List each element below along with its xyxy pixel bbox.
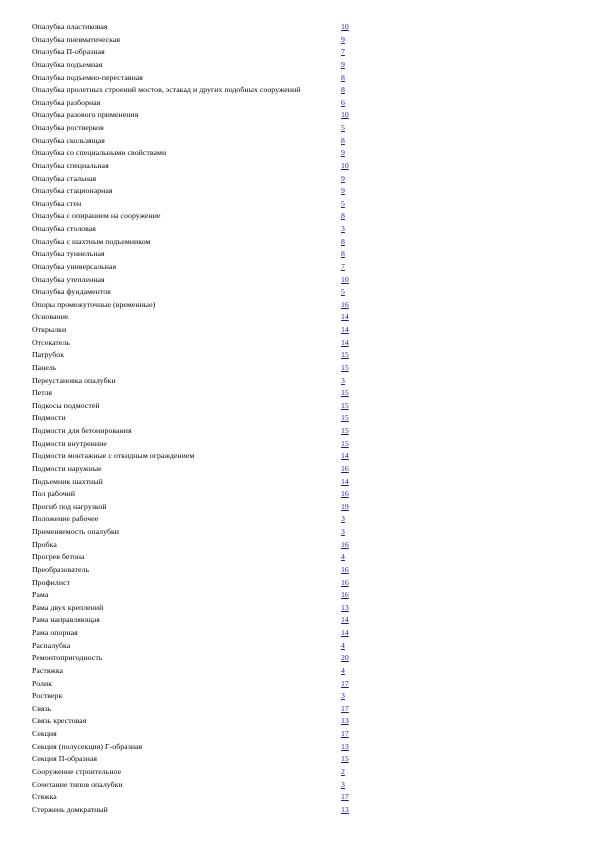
index-entry bbox=[0, 613, 595, 626]
index-term: Ростверк bbox=[32, 691, 63, 701]
index-entry bbox=[0, 576, 595, 589]
index-term: Растяжка bbox=[32, 665, 64, 675]
index-entry bbox=[0, 83, 595, 96]
index-term: Опалубка разборная bbox=[32, 97, 101, 107]
page-number-link[interactable]: 10 bbox=[341, 110, 349, 120]
index-entry bbox=[0, 235, 595, 248]
index-term: Опалубка фундаментов bbox=[32, 287, 111, 297]
page-number-link[interactable]: 8 bbox=[341, 72, 345, 82]
page-number-link[interactable]: 14 bbox=[341, 451, 349, 461]
index-term: Рама направляющая bbox=[32, 615, 100, 625]
page-number-link[interactable]: 9 bbox=[341, 173, 345, 183]
index-entry bbox=[0, 222, 595, 235]
index-term: Рама опорная bbox=[32, 628, 78, 637]
index-entry bbox=[0, 260, 595, 273]
index-entry bbox=[0, 500, 595, 513]
index-term: Опалубка специальная bbox=[32, 160, 109, 170]
index-entry bbox=[0, 273, 595, 286]
index-entry bbox=[0, 310, 595, 323]
index-term: Опалубка универсальная bbox=[32, 261, 117, 271]
index-term: Подмости внутренние bbox=[32, 438, 107, 448]
index-term: Опалубка П-образная bbox=[32, 47, 105, 57]
index-entry bbox=[0, 361, 595, 374]
page-number-link[interactable]: 10 bbox=[341, 160, 349, 170]
index-entry bbox=[0, 601, 595, 614]
index-term: Подмости монтажные с откидным ограждением bbox=[32, 451, 195, 461]
page-number-link[interactable]: 9 bbox=[341, 59, 345, 69]
index-entry bbox=[0, 348, 595, 361]
index-term: Подмости для бетонирования bbox=[32, 426, 132, 435]
index-term: Опалубка стальная bbox=[32, 173, 97, 183]
index-entry bbox=[0, 146, 595, 159]
index-entry bbox=[0, 664, 595, 677]
index-entry bbox=[0, 714, 595, 727]
index-term: Опалубка туннельная bbox=[32, 249, 105, 259]
page-number-link[interactable]: 13 bbox=[341, 741, 349, 751]
index-term: Опалубка ростверков bbox=[32, 123, 104, 132]
index-term: Сооружение строительное bbox=[32, 766, 122, 776]
index-term: Рама двух креплений bbox=[32, 602, 104, 612]
index-entry bbox=[0, 550, 595, 563]
page-number-link[interactable]: 14 bbox=[341, 476, 349, 486]
index-term: Подмости наружные bbox=[32, 463, 102, 473]
index-term: Опалубка с шахтным подъемником bbox=[32, 236, 151, 246]
index-term: Ремонтопригодность bbox=[32, 653, 103, 663]
page-number-link[interactable]: 16 bbox=[341, 590, 349, 600]
page-number-link[interactable]: 15 bbox=[341, 350, 349, 360]
index-entry bbox=[0, 336, 595, 349]
index-term: Опоры промежуточные (временные) bbox=[32, 299, 156, 309]
page-number-link[interactable]: 14 bbox=[341, 337, 349, 347]
index-entry bbox=[0, 184, 595, 197]
page-number-link[interactable]: 6 bbox=[341, 97, 345, 107]
index-term: Опалубка со специальными свойствами bbox=[32, 148, 167, 158]
page-number-link[interactable]: 8 bbox=[341, 135, 345, 145]
index-term: Опалубка пневматическая bbox=[32, 34, 121, 44]
index-entry bbox=[0, 159, 595, 172]
index-entry bbox=[0, 411, 595, 424]
index-term: Опалубка пластиковая bbox=[32, 22, 108, 31]
index-term: Панель bbox=[32, 362, 57, 372]
page-number-link[interactable]: 16 bbox=[341, 564, 349, 574]
index-term: Связь bbox=[32, 703, 52, 713]
index-term: Секция (полусекция) Г-образная bbox=[32, 741, 143, 751]
page-number-link[interactable]: 10 bbox=[341, 274, 349, 284]
page-number-link[interactable]: 14 bbox=[341, 312, 349, 322]
page-number-link[interactable]: 5 bbox=[341, 287, 345, 297]
index-term: Преобразователь bbox=[32, 564, 90, 574]
index-entry bbox=[0, 20, 595, 33]
page-number-link[interactable]: 7 bbox=[341, 261, 345, 271]
index-entry bbox=[0, 487, 595, 500]
index-term: Подкосы подмостей bbox=[32, 400, 100, 410]
index-entry bbox=[0, 437, 595, 450]
page-number-link[interactable]: 3 bbox=[341, 514, 345, 524]
index-term: Переустановка опалубки bbox=[32, 375, 116, 385]
index-entry bbox=[0, 121, 595, 134]
index-term: Применяемость опалубки bbox=[32, 527, 120, 536]
page-number-link[interactable]: 20 bbox=[341, 653, 349, 663]
index-entry bbox=[0, 449, 595, 462]
index-term: Ролик bbox=[32, 678, 53, 688]
index-term: Профилист bbox=[32, 577, 71, 587]
index-term: Подъемник шахтный bbox=[32, 476, 103, 486]
page-number-link[interactable]: 7 bbox=[341, 47, 345, 57]
index-entry bbox=[0, 588, 595, 601]
page-number-link[interactable]: 5 bbox=[341, 123, 345, 132]
index-term: Распалубка bbox=[32, 640, 71, 650]
index-entry bbox=[0, 639, 595, 652]
page-number-link[interactable]: 4 bbox=[341, 665, 345, 675]
index-entry bbox=[0, 96, 595, 109]
index-entry bbox=[0, 563, 595, 576]
index-term: Прогрев бетона bbox=[32, 552, 85, 562]
index-entry bbox=[0, 803, 595, 816]
index-term: Сочетание типов опалубки bbox=[32, 779, 123, 789]
index-entry bbox=[0, 512, 595, 525]
index-list bbox=[0, 20, 595, 815]
index-entry bbox=[0, 71, 595, 84]
index-term: Стержень домкратный bbox=[32, 804, 108, 814]
page-number-link[interactable]: 4 bbox=[341, 552, 345, 562]
index-entry bbox=[0, 247, 595, 260]
index-term: Секция П-образная bbox=[32, 754, 98, 764]
page-number-link[interactable]: 15 bbox=[341, 754, 349, 764]
page-number-link[interactable]: 8 bbox=[341, 249, 345, 259]
index-entry bbox=[0, 765, 595, 778]
index-term: Опалубка стен bbox=[32, 198, 82, 208]
page-number-link[interactable]: 3 bbox=[341, 779, 345, 789]
index-term: Опалубка разового применения bbox=[32, 110, 139, 120]
index-entry bbox=[0, 778, 595, 791]
index-term: Стяжка bbox=[32, 792, 57, 802]
index-entry bbox=[0, 626, 595, 639]
page-number-link[interactable]: 14 bbox=[341, 615, 349, 625]
page-number-link[interactable]: 15 bbox=[341, 426, 349, 435]
page-number-link[interactable]: 16 bbox=[341, 299, 349, 309]
index-term: Опалубка скользящая bbox=[32, 135, 105, 145]
page-number-link[interactable]: 17 bbox=[341, 729, 349, 738]
index-entry bbox=[0, 197, 595, 210]
index-entry bbox=[0, 702, 595, 715]
page-number-link[interactable]: 9 bbox=[341, 34, 345, 44]
page-number-link[interactable]: 3 bbox=[341, 691, 345, 701]
index-term: Опалубка пролетных строений мостов, эстакад и других подобных сооружений bbox=[32, 85, 301, 95]
index-entry bbox=[0, 651, 595, 664]
page-number-link[interactable]: 5 bbox=[341, 198, 345, 208]
index-entry bbox=[0, 790, 595, 803]
page-number-link[interactable]: 15 bbox=[341, 388, 349, 398]
page-number-link[interactable]: 15 bbox=[341, 362, 349, 372]
index-term: Прогиб под нагрузкой bbox=[32, 501, 107, 511]
index-entry bbox=[0, 462, 595, 475]
index-entry bbox=[0, 134, 595, 147]
index-entry bbox=[0, 525, 595, 538]
page-number-link[interactable]: 9 bbox=[341, 186, 345, 196]
page-number-link[interactable]: 8 bbox=[341, 236, 345, 246]
index-term: Петля bbox=[32, 388, 53, 398]
index-term: Положение рабочее bbox=[32, 514, 99, 524]
page-number-link[interactable]: 13 bbox=[341, 804, 349, 814]
page-number-link[interactable]: 19 bbox=[341, 501, 349, 511]
index-entry bbox=[0, 424, 595, 437]
page-number-link[interactable]: 8 bbox=[341, 85, 345, 95]
index-term: Открылки bbox=[32, 325, 67, 334]
index-entry bbox=[0, 538, 595, 551]
index-entry bbox=[0, 727, 595, 740]
index-entry bbox=[0, 209, 595, 222]
index-term: Рама bbox=[32, 590, 49, 600]
index-term: Опалубка подъемная bbox=[32, 59, 103, 69]
page-number-link[interactable]: 14 bbox=[341, 325, 349, 334]
index-entry bbox=[0, 752, 595, 765]
page-number-link[interactable]: 16 bbox=[341, 463, 349, 473]
index-term: Опалубка подъемно-переставная bbox=[32, 72, 143, 82]
index-term: Подмости bbox=[32, 413, 66, 423]
index-term: Опалубка стационарная bbox=[32, 186, 113, 196]
index-term: Патрубок bbox=[32, 350, 65, 360]
page-number-link[interactable]: 9 bbox=[341, 148, 345, 158]
index-term: Пол рабочий bbox=[32, 489, 76, 499]
page-number-link[interactable]: 8 bbox=[341, 211, 345, 221]
index-term: Опалубка столовая bbox=[32, 224, 96, 233]
page-number-link[interactable]: 15 bbox=[341, 438, 349, 448]
index-term: Секция bbox=[32, 729, 57, 738]
index-entry bbox=[0, 45, 595, 58]
index-entry bbox=[0, 374, 595, 387]
index-entry bbox=[0, 399, 595, 412]
page-number-link[interactable]: 16 bbox=[341, 489, 349, 499]
index-entry bbox=[0, 677, 595, 690]
page-number-link[interactable]: 2 bbox=[341, 766, 345, 776]
index-entry bbox=[0, 475, 595, 488]
page-number-link[interactable]: 3 bbox=[341, 375, 345, 385]
index-entry bbox=[0, 172, 595, 185]
index-entry bbox=[0, 298, 595, 311]
page-number-link[interactable]: 15 bbox=[341, 413, 349, 423]
index-entry bbox=[0, 386, 595, 399]
page-number-link[interactable]: 13 bbox=[341, 716, 349, 726]
index-entry bbox=[0, 108, 595, 121]
page-number-link[interactable]: 17 bbox=[341, 678, 349, 688]
page-number-link[interactable]: 13 bbox=[341, 602, 349, 612]
page-number-link[interactable]: 10 bbox=[341, 22, 349, 31]
index-term: Пробка bbox=[32, 539, 57, 549]
page-number-link[interactable]: 17 bbox=[341, 792, 349, 802]
index-term: Отсекатель bbox=[32, 337, 70, 347]
index-entry bbox=[0, 58, 595, 71]
index-entry bbox=[0, 740, 595, 753]
page-number-link[interactable]: 15 bbox=[341, 400, 349, 410]
index-term: Связь крестовая bbox=[32, 716, 87, 726]
index-entry bbox=[0, 689, 595, 702]
index-entry bbox=[0, 285, 595, 298]
page-number-link[interactable]: 17 bbox=[341, 703, 349, 713]
page-number-link[interactable]: 16 bbox=[341, 539, 349, 549]
index-term: Опалубка с опиранием на сооружение bbox=[32, 211, 161, 221]
index-term: Основание bbox=[32, 312, 69, 322]
page-number-link[interactable]: 16 bbox=[341, 577, 349, 587]
index-entry bbox=[0, 33, 595, 46]
index-term: Опалубка утепленная bbox=[32, 274, 105, 284]
page-number-link[interactable]: 3 bbox=[341, 527, 345, 536]
page-number-link[interactable]: 14 bbox=[341, 628, 349, 637]
page-number-link[interactable]: 3 bbox=[341, 224, 345, 233]
index-entry bbox=[0, 323, 595, 336]
page-number-link[interactable]: 4 bbox=[341, 640, 345, 650]
